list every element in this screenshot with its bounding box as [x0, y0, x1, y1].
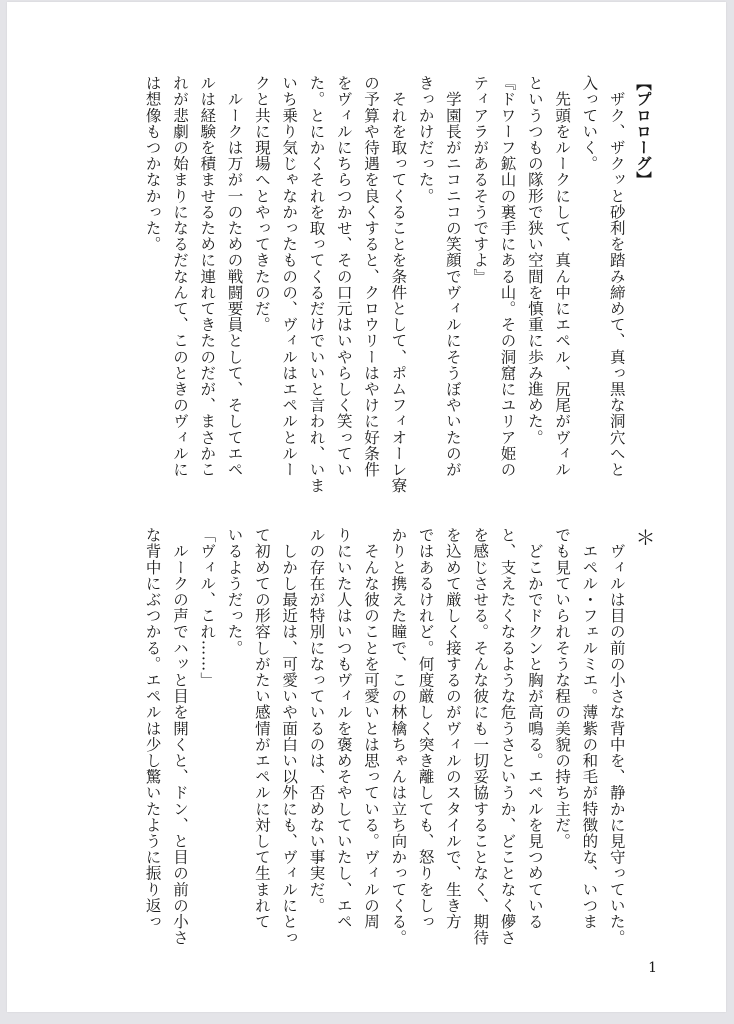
- text-line: どこかでドクンと胸が高鳴る。エペルを見つめている: [525, 527, 544, 930]
- text-line: それを取ってくることを条件として、ポムフィオーレ寮: [389, 75, 408, 494]
- prologue-text-block: [138, 75, 657, 505]
- page-number: 1: [648, 960, 657, 976]
- text-line: な背中にぶつかる。エペルは少し驚いたように振り返っ: [143, 527, 162, 930]
- text-line: 「ヴィル、これ……」: [198, 527, 217, 688]
- text-line: ヴィルは目の前の小さな背中を、静かに見守っていた。: [607, 527, 626, 946]
- text-line: 入っていく。: [580, 75, 599, 172]
- text-line: ティアラがあるそうですよ』: [471, 75, 490, 285]
- text-line: しかし最近は、可愛いや面白い以外にも、ヴィルにとっ: [280, 527, 299, 946]
- text-line: ルークは万が一のための戦闘要員として、そしてエペ: [225, 75, 244, 478]
- text-line: の予算や待遇を良くすると、クロウリーはやけに好条件: [362, 75, 381, 478]
- chapter-heading: 【プロローグ】: [634, 75, 653, 188]
- text-line: きっかけだった。: [416, 75, 435, 204]
- text-line: た。とにかくそれを取ってくるだけでいいと言われ、いま: [307, 75, 326, 494]
- text-line: ルの存在が特別になっているのは、否めない事実だ。: [307, 527, 326, 914]
- text-line: りにいた人はいつもヴィルを褒めそやしていたし、エペ: [334, 527, 353, 930]
- text-line: と、支えたくなるような危うさというか、どことなく儚さ: [498, 527, 517, 946]
- text-line: れが悲劇の始まりになるだなんて、このときのヴィルに: [170, 75, 189, 478]
- text-line: は想像もつかなかった。: [143, 75, 162, 253]
- text-line: をヴィルにちらつかせ、その口元はいやらしく笑ってい: [334, 75, 353, 478]
- text-line: て初めての形容しがたい感情がエペルに対して生まれて: [252, 527, 271, 930]
- text-line: を込めて厳しく接するのがヴィルのスタイルで、生き方: [443, 527, 462, 930]
- text-line: ザク、ザクッと砂利を踏み締めて、真っ黒な洞穴へと: [607, 75, 626, 478]
- text-line: というつもの隊形で狭い空間を慎重に歩み進めた。: [525, 75, 544, 446]
- text-line: を感じさせる。そんな彼にも一切妥協することなく、期待: [471, 527, 490, 946]
- document-page: [7, 2, 726, 1012]
- text-line: 学園長がニコニコの笑顔でヴィルにそうぼやいたのが: [443, 75, 462, 478]
- text-line: ルは経験を積ませるために連れてきたのだが、まさかこ: [198, 75, 217, 478]
- text-line: いち乗り気じゃなかったものの、ヴィルはエペルとルー: [280, 75, 299, 478]
- text-line: クと共に現場へとやってきたのだ。: [252, 75, 271, 333]
- text-line: かりと携えた瞳で、この林檎ちゃんは立ち向かってくる。: [389, 527, 408, 946]
- text-line: 先頭をルークにして、真ん中にエペル、尻尾がヴィル: [553, 75, 572, 478]
- text-line: でも見ていられそうな程の美貌の持ち主だ。: [553, 527, 572, 849]
- text-line: エペル・フェルミエ。薄紫の和毛が特徴的な、いつま: [580, 527, 599, 930]
- text-line: そんな彼のことを可愛いとは思っている。ヴィルの周: [362, 527, 381, 930]
- text-line: ルークの声でハッと目を開くと、ドン、と目の前の小さ: [170, 527, 189, 946]
- scene-text-block: [138, 527, 657, 957]
- text-line: いるようだった。: [225, 527, 244, 656]
- text-line: ではあるけれど。何度厳しく突き離しても、怒りをしっ: [416, 527, 435, 930]
- text-line: 『ドワーフ鉱山の裏手にある山。その洞窟にユリア姫の: [498, 75, 517, 478]
- scene-separator: ＊: [632, 527, 656, 548]
